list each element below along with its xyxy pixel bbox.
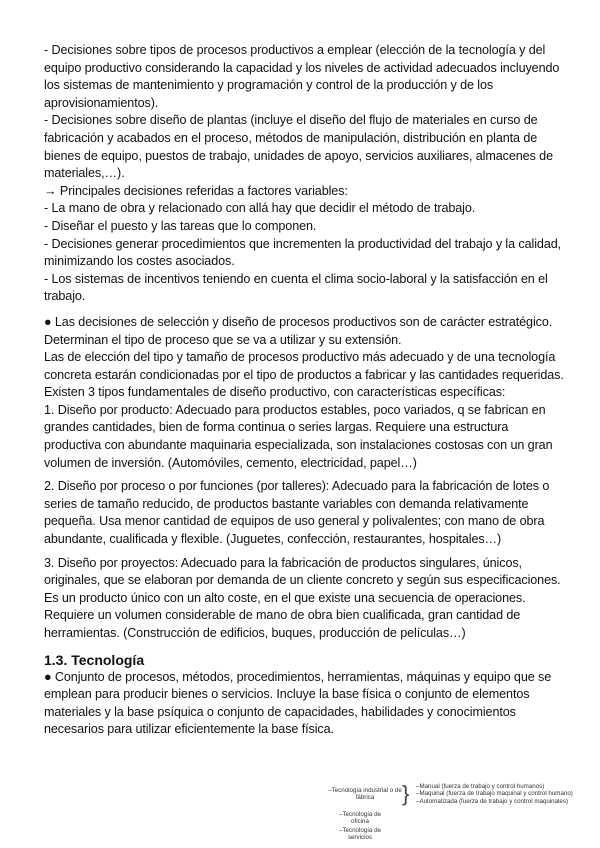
paragraph: Las de elección del tipo y tamaño de procesos productivo más adecuado y de una tecnología concreta estarán condicionadas por el tipo de productos a fabricar y las cantidades requeridas. xyxy=(44,350,564,382)
paragraph: 1. Diseño por producto: Adecuado para productos estables, poco variados, q se fabrican en grandes cantidades, bien de forma continua o series largas. Requiere una estructura productiva con abundante maquinaria especializada, son instalaciones costosas con un gran volumen de inversión. (Automóviles, cemento, electricidad, papel…) xyxy=(44,402,553,470)
diagram-label: –Tecnología de oficina xyxy=(339,811,381,826)
document-body xyxy=(44,42,564,739)
diagram-list xyxy=(416,783,600,805)
diagram-item: –Automatizada (fuerza de trabajo y control maquinales) xyxy=(416,797,569,805)
paragraph: - Decisiones generar procedimientos que incrementen la productividad del trabajo y la calidad, minimizando los costes asociados. xyxy=(44,236,562,269)
paragraph: - La mano de obra y relacionado con allá hay que decidir el método de trabajo. xyxy=(44,201,476,216)
section-heading: 1.3. Tecnología xyxy=(44,651,145,668)
paragraph: - Decisiones sobre tipos de procesos productivos a emplear (elección de la tecnología y del equipo productivo considerando la capacidad y los niveles de actividad adecuados incluyendo los sistemas de mantenimiento y programación y control de la producción y de los aprovisionamientos). xyxy=(44,43,560,110)
paragraph: 3. Diseño por proyectos: Adecuado para la fabricación de productos singulares, únicos, originales, que se elaboran por demanda de un cliente concreto y según sus especificaciones. Es un producto único con un alto coste, en el que existe una secuencia de operaciones. Requiere un volumen considerable de mano de obra bien cualificada, gran cantidad de herramientas. (Construcción de edificios, buques, producción de películas…) xyxy=(44,555,561,640)
paragraph: → Principales decisiones referidas a factores variables: xyxy=(44,183,348,198)
paragraph: - Diseñar el puesto y las tareas que lo componen. xyxy=(44,218,317,233)
paragraph: ● Las decisiones de selección y diseño de procesos productivos son de carácter estratégico. Determinan el tipo de proceso que se va a utilizar y su extensión. xyxy=(44,314,553,347)
diagram-item: –Manual (fuerza de trabajo y control humanos) xyxy=(416,783,545,790)
paragraph: Existen 3 tipos fundamentales de diseño productivo, con características específicas: xyxy=(44,385,506,400)
paragraph: - Decisiones sobre diseño de plantas (incluye el diseño del flujo de materiales en curso de fabricación y acabados en el proceso, métodos de manipulación, distribución en planta de bienes de equipo, puestos de trabajo, unidades de apoyo, servicios auxiliares, almacenes de materiales,…). xyxy=(44,113,553,181)
diagram-item: –Maquinal (fuerza de trabajo maquinal y control humano) xyxy=(416,790,573,798)
paragraph: 2. Diseño por proceso o por funciones (por talleres): Adecuado para la fabricación de lotes o series de tamaño reducido, de productos bastante variables con demanda relativamente pequeña. Usa menor cantidad de equipos de uso general y polivalentes; con mano de obra abundante, cualificada y flexible. (Juguetes, confección, restaurantes, hospitales…) xyxy=(44,479,550,547)
paragraph: - Los sistemas de incentivos teniendo en cuenta el clima socio-laboral y la satisfacción en el trabajo. xyxy=(44,271,548,304)
paragraph: ● Conjunto de procesos, métodos, procedimientos, herramientas, máquinas y equipo que se emplean para producir bienes o servicios. Incluye la base física o conjunto de elementos materiales y la base psíquica o conjunto de capacidades, habilidades y conocimientos necesarios para utilizar eficientemente la base física. xyxy=(44,669,552,737)
diagram-label: –Tecnología de servicios xyxy=(339,827,381,842)
technology-diagram xyxy=(300,781,600,848)
brace-icon: } xyxy=(402,781,410,806)
diagram-label: –Tecnología industrial o de fábrica xyxy=(328,787,402,802)
